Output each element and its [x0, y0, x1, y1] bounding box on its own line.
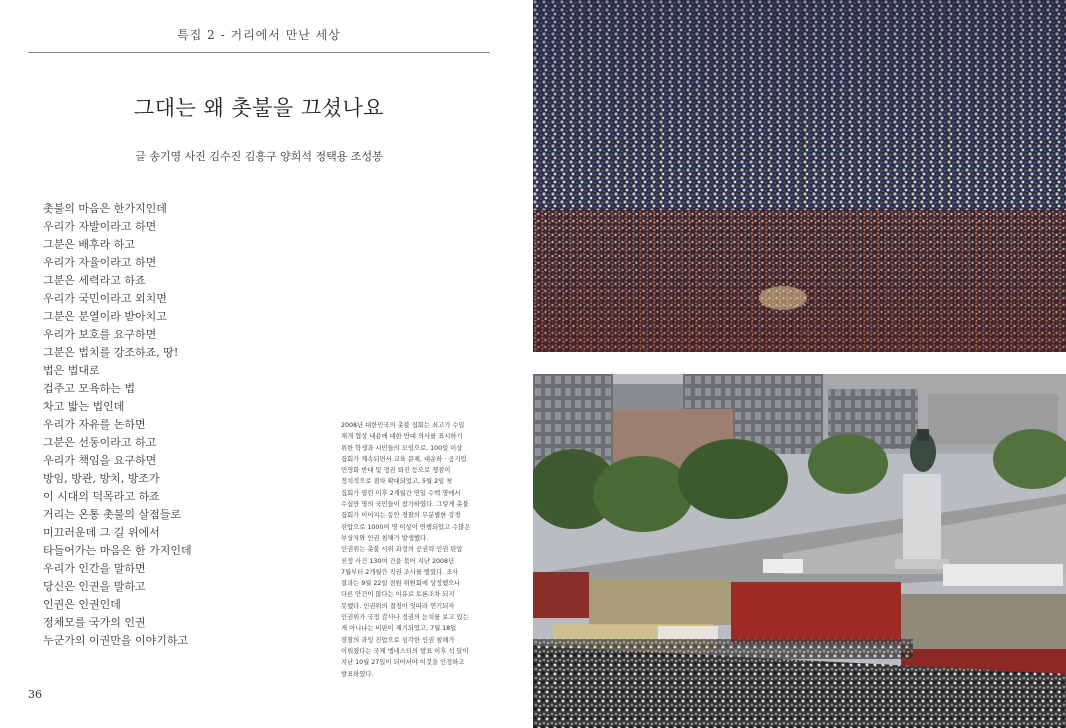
- body-line: 민영화 반대 및 정권 퇴진 등으로 쟁점이: [341, 467, 451, 475]
- body-line: 수십만 명의 국민들이 참가하였다. 그렇게 촛불: [341, 501, 469, 509]
- poem-line: 방임, 방관, 방치, 방조가: [43, 472, 160, 485]
- poem-line: 그분은 세력라고 하죠: [43, 274, 146, 287]
- street-scene-photo: [533, 374, 1066, 728]
- poem-line: 거리는 온통 촛불의 살점들로: [43, 508, 182, 521]
- body-line: 부상자와 인권 침해가 발생했다.: [341, 534, 429, 542]
- poem-line: 누군가의 이권만을 이야기하고: [43, 634, 189, 647]
- article-credits: 글 송기영 사진 김수진 김흥구 양희석 정택용 조성봉: [135, 150, 383, 163]
- body-line: 진정 사건 130여 건을 묶어 지난 2008년: [341, 557, 455, 565]
- body-line: 인권위가 국정 감사나 정권의 눈치를 보고 있는: [341, 614, 469, 622]
- poem-line: 우리가 자율이라고 하면: [43, 256, 157, 269]
- section-header: 특집 2 - 거리에서 만난 세상: [177, 28, 341, 42]
- poem-line: 그분은 배후라 하고: [43, 238, 136, 251]
- article-title: 그대는 왜 촛불을 끄셨나요: [133, 96, 385, 120]
- poem-line: 촛불의 마음은 한가지인데: [43, 202, 167, 215]
- poem-line: 우리가 책임을 요구하면: [43, 454, 157, 467]
- crowd-aerial-photo: [533, 0, 1066, 352]
- poem-line: 차고 밟는 법인데: [43, 400, 125, 413]
- body-line: 다른 안건이 많다는 이유로 토론조차 되지: [341, 591, 455, 599]
- body-line: 지난 10월 27일이 되어서야 이것을 인정하고: [341, 659, 465, 667]
- body-line: 경찰의 과잉 진압으로 심각한 인권 침해가: [341, 636, 455, 644]
- body-line: 정치적으로 점차 확대되었고, 5월 2일 첫: [341, 478, 453, 486]
- body-line: 집회가 이어지는 동안 경찰의 무분별한 강경: [341, 512, 461, 520]
- body-line: 못했다. 인권위의 결정이 잇따라 연기되자: [341, 602, 455, 610]
- poem-line: 겁주고 모욕하는 법: [43, 382, 136, 395]
- poem-line: 우리가 국민이라고 외치면: [43, 292, 167, 305]
- poem-line: 인권은 인권인데: [43, 598, 121, 611]
- poem-line: 우리가 보호를 요구하면: [43, 328, 157, 341]
- poem-line: 우리가 인간을 말하면: [43, 562, 146, 575]
- poem-line: 이 시대의 덕목라고 하죠: [43, 490, 160, 503]
- body-text: [341, 420, 479, 680]
- body-line: 위한 학생과 시민들의 모임으로, 100일 이상: [341, 444, 463, 452]
- body-line: 7월부터 2개월간 직권 조사를 벌였다. 조사: [341, 568, 459, 576]
- poem-line: 우리가 자유를 논하면: [43, 418, 146, 431]
- poem-line: 법은 법대로: [43, 364, 100, 377]
- poem-line: 그분은 선동이라고 하고: [43, 436, 157, 449]
- poem: [43, 200, 192, 650]
- poem-line: 우리가 자발이라고 하면: [43, 220, 157, 233]
- body-line: 집회가 계속되면서 교육 문제, 대운하 · 공기업: [341, 455, 467, 463]
- poem-line: 그분은 법치를 강조하죠, 땅!: [43, 346, 179, 359]
- body-line: 이뤄졌다는 국제 엠네스티의 발표 이후 석 달이: [341, 647, 469, 655]
- poem-line: 그분은 분열이라 받아치고: [43, 310, 167, 323]
- body-line: 진압으로 1000여 명 이상이 연행되었고 수많은: [341, 523, 471, 531]
- body-line: 인권위는 촛불 시위 과정의 공권력 인권 탄압: [341, 546, 463, 554]
- body-line: 결과는 9월 22일 전원 위원회에 상정했으나: [341, 580, 461, 588]
- poem-line: 타들어가는 마음은 한 가지인데: [43, 544, 192, 557]
- poem-line: 정체모를 국가의 인권: [43, 616, 146, 629]
- body-line: 발표하였다.: [341, 670, 374, 678]
- poem-line: 당신은 인권을 말하고: [43, 580, 146, 593]
- page-number: 36: [28, 688, 42, 701]
- header-rule: [28, 52, 490, 53]
- poem-line: 미끄러운데 그 길 위에서: [43, 526, 160, 539]
- body-line: 게 아니냐는 비판이 제기되었고, 7월 18일: [341, 625, 457, 633]
- body-line: 재개 협상 내용에 대한 반대 의사를 표시하기: [341, 433, 463, 441]
- body-line: 집회가 열린 이후 2개월간 연일 수백 명에서: [341, 489, 461, 497]
- body-line: 2008년 대한민국의 촛불 집회는 쇠고기 수입: [341, 422, 465, 429]
